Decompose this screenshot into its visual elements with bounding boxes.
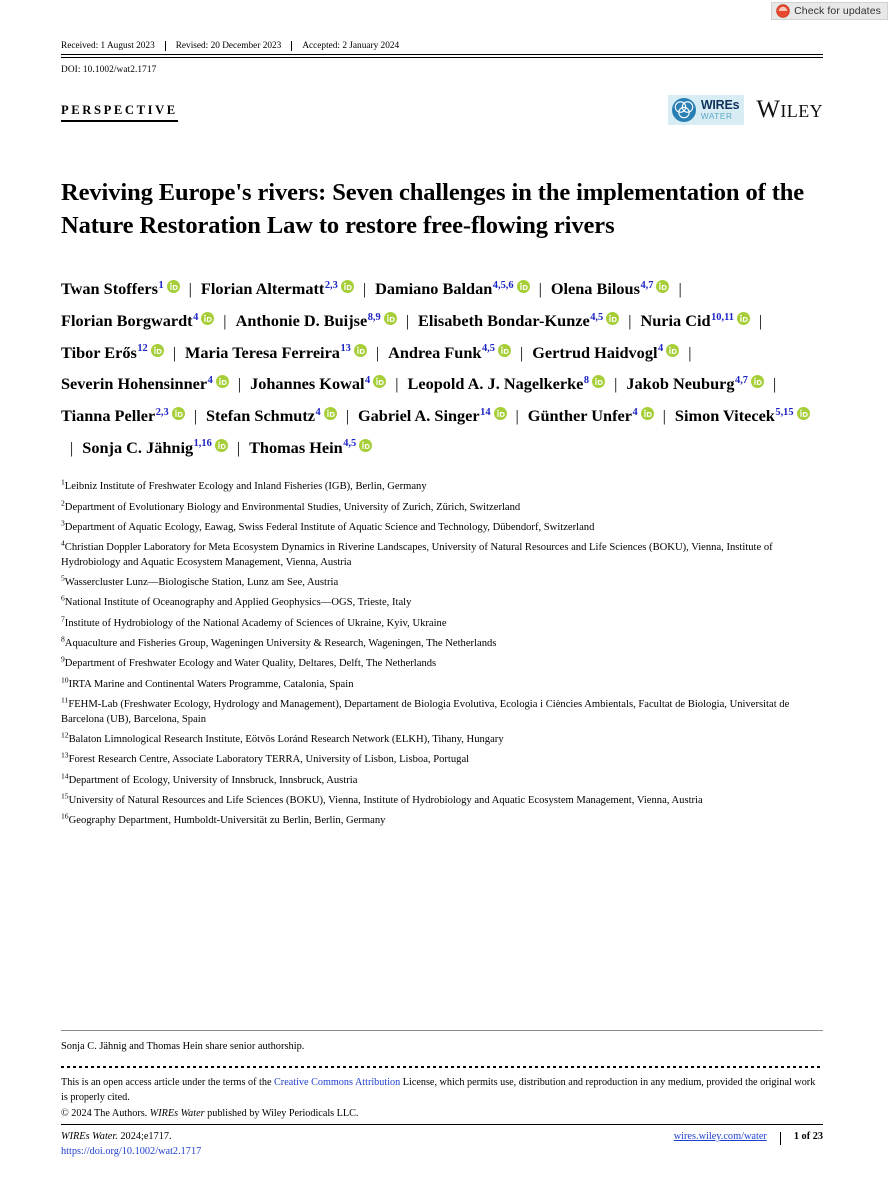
affiliation-number: 14 xyxy=(61,771,69,781)
author-separator: | xyxy=(193,405,197,425)
affiliation-item xyxy=(61,593,809,611)
affiliation-text: Department of Evolutionary Biology and Environmental Studies, University of Zurich, Zürich, Switzerland xyxy=(64,501,521,513)
wiley-logo xyxy=(756,96,823,124)
author-separator: | xyxy=(538,279,542,299)
author-separator: | xyxy=(758,311,763,331)
author-name: Florian Borgwardt xyxy=(61,311,193,331)
author-entry xyxy=(551,279,670,298)
affiliation-text: Forest Research Centre, Associate Laboratory TERRA, University of Lisbon, Lisboa, Portugal xyxy=(68,754,470,766)
affiliation-item xyxy=(61,654,809,672)
affiliation-text: Balaton Limnological Research Institute, Eötvös Loránd Research Network (ELKH), Tihany, Hungary xyxy=(68,734,504,746)
citation-rest: 2024;e1717. xyxy=(117,1131,172,1142)
orcid-icon[interactable] xyxy=(324,400,337,431)
orcid-icon[interactable] xyxy=(201,305,214,336)
article-history xyxy=(61,42,823,54)
affiliation-item xyxy=(61,497,809,516)
affiliation-text: IRTA Marine and Continental Waters Programme, Catalonia, Spain xyxy=(68,678,354,690)
author-entry xyxy=(375,279,529,298)
author-name: Nuria Cid xyxy=(640,311,711,331)
copyright-pre: © 2024 The Authors. xyxy=(61,1107,150,1119)
doi-line: DOI: 10.1002/wat2.1717 xyxy=(61,65,157,76)
orcid-icon[interactable] xyxy=(517,273,530,304)
orcid-icon[interactable] xyxy=(373,368,386,399)
author-entry xyxy=(61,374,229,393)
author-entry xyxy=(407,374,605,393)
author-list xyxy=(61,273,813,463)
author-affiliation-superscript: 2,3 xyxy=(324,280,338,292)
author-name: Florian Altermatt xyxy=(200,279,325,299)
author-affiliation-superscript: 4,5 xyxy=(343,438,357,450)
copyright-post: published by Wiley Periodicals LLC. xyxy=(204,1107,359,1119)
orcid-icon[interactable] xyxy=(216,368,229,399)
affiliation-item xyxy=(61,791,809,809)
orcid-icon[interactable] xyxy=(592,368,605,399)
orcid-icon[interactable] xyxy=(797,400,810,431)
doi-url-line xyxy=(61,1146,823,1157)
orcid-icon[interactable] xyxy=(359,432,372,463)
orcid-icon[interactable] xyxy=(751,368,764,399)
author-affiliation-superscript: 1,16 xyxy=(193,438,212,450)
author-entry xyxy=(206,406,337,425)
affiliation-item xyxy=(61,634,809,652)
orcid-icon[interactable] xyxy=(641,400,654,431)
author-name: Twan Stoffers xyxy=(61,279,158,299)
license-pre: This is an open access article under the terms of the xyxy=(61,1077,275,1089)
author-name: Olena Bilous xyxy=(550,279,640,299)
senior-authorship-note: Sonja C. Jähnig and Thomas Hein share senior authorship. xyxy=(61,1041,305,1052)
author-entry xyxy=(185,343,367,362)
author-name: Elisabeth Bondar-Kunze xyxy=(417,311,590,331)
affiliation-number: 2 xyxy=(61,497,65,507)
wires-wordmark xyxy=(701,99,740,121)
author-name: Tianna Peller xyxy=(61,405,156,425)
affiliation-item xyxy=(61,614,809,632)
orcid-icon[interactable] xyxy=(341,273,354,304)
author-separator: | xyxy=(614,374,618,394)
author-affiliation-superscript: 14 xyxy=(480,406,491,418)
author-affiliation-superscript: 4 xyxy=(193,311,199,323)
dashed-divider xyxy=(61,1066,823,1068)
author-affiliation-superscript: 4,7 xyxy=(735,374,749,386)
affiliation-item xyxy=(61,538,809,570)
author-separator: | xyxy=(678,279,682,299)
revised-date: Revised: 20 December 2023 xyxy=(175,41,282,51)
author-entry xyxy=(61,279,180,298)
orcid-icon[interactable] xyxy=(656,273,669,304)
affiliation-item xyxy=(61,730,809,748)
author-entry xyxy=(640,311,749,330)
affiliation-text: National Institute of Oceanography and Applied Geophysics—OGS, Trieste, Italy xyxy=(64,597,412,609)
footer-divider xyxy=(780,1132,781,1145)
author-name: Gertrud Haidvogl xyxy=(532,342,658,362)
orcid-icon[interactable] xyxy=(606,305,619,336)
affiliation-number: 7 xyxy=(61,614,65,624)
received-date: Received: 1 August 2023 xyxy=(61,41,155,51)
affiliation-item xyxy=(61,675,809,693)
footer-right xyxy=(674,1130,823,1143)
affiliation-text: Christian Doppler Laboratory for Meta Ecosystem Dynamics in Riverine Landscapes, University of Natural Resources and Life Sciences (BOKU), Vienna, Institute of Hydrobiology and Aquatic Ecosystem Management, Vienna, Austria xyxy=(61,542,773,568)
page-footer xyxy=(61,1124,823,1157)
affiliation-number: 1 xyxy=(61,477,65,487)
author-separator: | xyxy=(628,311,632,331)
orcid-icon[interactable] xyxy=(494,400,507,431)
author-separator: | xyxy=(773,374,777,394)
author-name: Maria Teresa Ferreira xyxy=(185,342,340,362)
author-separator: | xyxy=(237,374,242,394)
author-separator: | xyxy=(223,311,227,331)
author-affiliation-superscript: 5,15 xyxy=(775,406,794,418)
author-separator: | xyxy=(172,342,177,362)
orcid-icon[interactable] xyxy=(215,432,228,463)
affiliation-number: 13 xyxy=(61,750,69,760)
author-affiliation-superscript: 4,5 xyxy=(590,311,604,323)
author-entry xyxy=(61,406,185,425)
orcid-icon[interactable] xyxy=(384,305,397,336)
author-entry xyxy=(249,438,372,457)
affiliation-list xyxy=(61,477,809,829)
author-affiliation-superscript: 8 xyxy=(583,374,590,386)
affiliation-number: 11 xyxy=(61,695,69,705)
page-title: Reviving Europe's rivers: Seven challenges in the implementation of the Nature Restoration Law to restore free-flowing rivers xyxy=(61,179,805,239)
affiliation-number: 5 xyxy=(61,573,65,583)
author-separator: | xyxy=(375,342,380,362)
author-affiliation-superscript: 2,3 xyxy=(155,406,169,418)
affiliation-item xyxy=(61,771,809,789)
affiliation-number: 16 xyxy=(61,811,69,821)
affiliation-item xyxy=(61,811,809,829)
affiliation-number: 6 xyxy=(61,593,65,603)
author-separator: | xyxy=(362,279,367,299)
doi-link[interactable]: https://doi.org/10.1002/wat2.1717 xyxy=(61,1146,202,1157)
wires-emblem-icon xyxy=(671,97,697,123)
affiliation-item xyxy=(61,573,809,591)
copyright-statement xyxy=(61,1107,823,1122)
affiliation-text: Wassercluster Lunz—Biologische Station, Lunz am See, Austria xyxy=(64,577,339,589)
author-name: Severin Hohensinner xyxy=(61,374,208,394)
author-affiliation-superscript: 10,11 xyxy=(711,311,734,323)
author-name: Thomas Hein xyxy=(249,437,343,457)
affiliation-item xyxy=(61,518,809,536)
author-separator: | xyxy=(70,437,74,457)
author-name: Andrea Funk xyxy=(388,342,482,362)
author-separator: | xyxy=(662,405,666,425)
author-affiliation-superscript: 4 xyxy=(315,406,321,418)
author-entry xyxy=(528,406,654,425)
affiliation-text: Aquaculture and Fisheries Group, Wageningen University & Research, Wageningen, The Netherlands xyxy=(64,638,497,650)
affiliation-number: 3 xyxy=(61,518,65,528)
author-separator: | xyxy=(688,342,692,362)
author-entry xyxy=(82,438,228,457)
author-entry xyxy=(61,343,164,362)
author-name: Damiano Baldan xyxy=(375,279,493,299)
author-name: Johannes Kowal xyxy=(250,374,365,394)
article-header xyxy=(61,0,823,835)
affiliation-text: Department of Aquatic Ecology, Eawag, Swiss Federal Institute of Aquatic Science and Technology, Dübendorf, Switzerland xyxy=(64,521,595,533)
branding-logos xyxy=(668,95,823,125)
author-name: Gabriel A. Singer xyxy=(357,405,480,425)
journal-site-link[interactable]: wires.wiley.com/water xyxy=(673,1131,767,1142)
orcid-icon[interactable] xyxy=(354,337,367,368)
affiliation-text: FEHM-Lab (Freshwater Ecology, Hydrology and Management), Departament de Biologia Evolutiva, Ecologia i Ciències Ambientals, Facultat de Biologia, Universitat de Barcelona (UB), Barcelona, Spain xyxy=(61,699,790,725)
affiliation-number: 4 xyxy=(61,538,65,548)
author-name: Günther Unfer xyxy=(527,405,632,425)
header-rule xyxy=(61,54,823,58)
author-entry xyxy=(626,374,764,393)
affiliation-text: Department of Ecology, University of Innsbruck, Innsbruck, Austria xyxy=(68,774,358,786)
orcid-icon[interactable] xyxy=(737,305,750,336)
author-entry xyxy=(201,279,354,298)
accepted-date: Accepted: 2 January 2024 xyxy=(302,41,400,51)
author-affiliation-superscript: 4 xyxy=(365,374,371,386)
citation-line xyxy=(61,1131,172,1142)
author-affiliation-superscript: 8,9 xyxy=(367,311,381,323)
wiley-rest: ILEY xyxy=(780,101,823,122)
author-name: Tibor Erős xyxy=(61,342,137,362)
affiliation-number: 9 xyxy=(61,654,65,664)
affiliation-item xyxy=(61,750,809,768)
author-affiliation-superscript: 4 xyxy=(207,374,213,386)
author-name: Sonja C. Jähnig xyxy=(82,437,194,457)
author-entry xyxy=(418,311,619,330)
affiliation-item xyxy=(61,477,809,495)
author-entry xyxy=(250,374,386,393)
author-entry xyxy=(388,343,511,362)
author-affiliation-superscript: 13 xyxy=(340,343,351,355)
footnote-rule xyxy=(61,1030,823,1031)
affiliation-text: University of Natural Resources and Life Sciences (BOKU), Vienna, Institute of Hydrobiology and Aquatic Ecosystem Management, Vienna, Austria xyxy=(68,795,703,807)
author-separator: | xyxy=(236,437,241,457)
affiliation-text: Department of Freshwater Ecology and Water Quality, Deltares, Delft, The Netherlands xyxy=(64,658,437,670)
author-entry xyxy=(236,311,397,330)
license-statement xyxy=(61,1076,823,1106)
author-entry xyxy=(61,311,214,330)
wires-subtitle: WATER xyxy=(700,111,733,121)
author-name: Leopold A. J. Nagelkerke xyxy=(407,374,584,394)
check-for-updates-label: Check for updates xyxy=(794,5,881,17)
author-separator: | xyxy=(345,405,349,425)
author-entry xyxy=(358,406,507,425)
author-affiliation-superscript: 4,5,6 xyxy=(492,280,514,292)
wires-water-logo xyxy=(668,95,745,125)
author-affiliation-superscript: 4,5 xyxy=(481,343,495,355)
copyright-journal: WIREs Water xyxy=(149,1107,205,1119)
author-affiliation-superscript: 1 xyxy=(158,280,164,292)
article-type-label: PERSPECTIVE xyxy=(61,103,178,122)
author-affiliation-superscript: 4 xyxy=(632,406,638,418)
affiliation-number: 12 xyxy=(61,730,69,740)
creative-commons-link[interactable]: Creative Commons Attribution xyxy=(274,1077,401,1089)
orcid-icon[interactable] xyxy=(666,337,679,368)
affiliation-number: 10 xyxy=(61,675,69,685)
affiliation-text: Geography Department, Humboldt-Universität zu Berlin, Berlin, Germany xyxy=(68,815,386,827)
author-separator: | xyxy=(395,374,399,394)
citation-journal: WIREs Water. xyxy=(61,1131,118,1142)
author-separator: | xyxy=(519,342,524,362)
author-name: Jakob Neuburg xyxy=(626,374,735,394)
author-affiliation-superscript: 12 xyxy=(137,343,148,355)
wiley-w: W xyxy=(756,96,781,124)
orcid-icon[interactable] xyxy=(151,337,164,368)
wires-title: WIREs xyxy=(700,98,740,113)
orcid-icon[interactable] xyxy=(172,400,185,431)
affiliation-text: Leibniz Institute of Freshwater Ecology and Inland Fisheries (IGB), Berlin, Germany xyxy=(64,481,427,493)
license-post: License, which permits use, distribution and reproduction in any medium, provided the original work is properly cited. xyxy=(61,1077,816,1103)
footnote-block xyxy=(61,1030,823,1121)
author-affiliation-superscript: 4 xyxy=(658,343,664,355)
footer-rule xyxy=(61,1124,823,1125)
affiliation-number: 8 xyxy=(61,634,65,644)
author-name: Simon Vitecek xyxy=(674,405,775,425)
author-affiliation-superscript: 4,7 xyxy=(640,280,654,292)
author-name: Stefan Schmutz xyxy=(206,405,315,425)
orcid-icon[interactable] xyxy=(498,337,511,368)
affiliation-item xyxy=(61,695,809,727)
orcid-icon[interactable] xyxy=(167,273,180,304)
author-separator: | xyxy=(405,311,409,331)
affiliation-number: 15 xyxy=(61,791,69,801)
author-name: Anthonie D. Buijse xyxy=(235,311,368,331)
type-and-branding-row xyxy=(61,97,823,141)
author-separator: | xyxy=(188,279,192,299)
author-entry xyxy=(675,406,810,425)
author-entry xyxy=(532,343,679,362)
affiliation-text: Institute of Hydrobiology of the National Academy of Sciences of Ukraine, Kyiv, Ukraine xyxy=(64,617,447,629)
footer-row xyxy=(61,1130,823,1143)
page-number: 1 of 23 xyxy=(793,1131,823,1142)
author-separator: | xyxy=(515,405,519,425)
